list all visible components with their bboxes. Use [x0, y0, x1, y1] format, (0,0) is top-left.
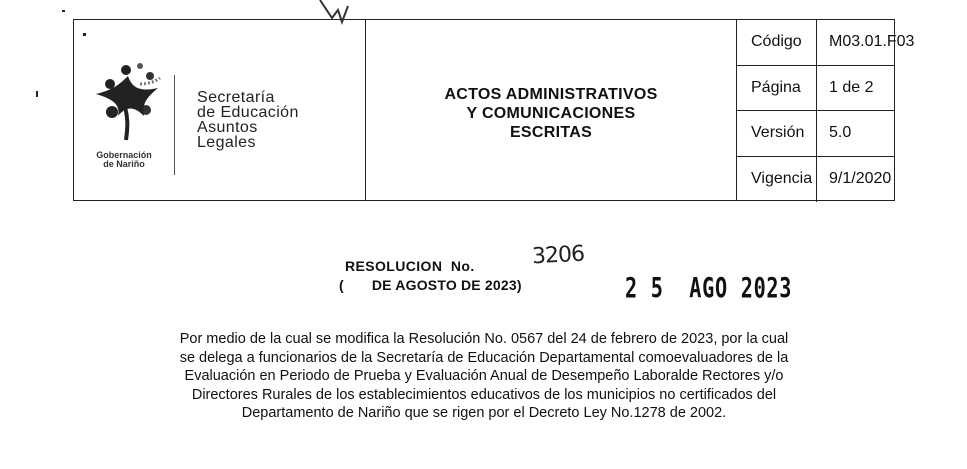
- gobernacion-narino-star-logo-icon: [88, 54, 178, 144]
- resolution-label: RESOLUCION No.: [345, 258, 475, 274]
- logo-caption-line-2: de Nariño: [103, 159, 145, 169]
- meta-value-codigo: M03.01.F03: [829, 33, 915, 51]
- document-title: [444, 85, 657, 142]
- summary-line-3: Evaluación en Periodo de Prueba y Evaluación Anual de Desempeño Laboralde Rectores y/o: [184, 368, 784, 384]
- meta-label-version: Versión: [737, 111, 817, 156]
- department-line-2: de Educación: [197, 104, 299, 121]
- meta-label-vigencia: Vigencia: [737, 157, 817, 203]
- scan-mark-top: [62, 10, 65, 12]
- meta-row-pagina: [737, 66, 894, 112]
- meta-value-vigencia: 9/1/2020: [829, 170, 892, 188]
- meta-label-codigo: Código: [737, 20, 817, 65]
- summary-line-2: se delega a funcionarios de la Secretaría de Educación Departamental comoevaluadores de la: [179, 349, 789, 366]
- scan-mark-left: [36, 91, 38, 97]
- stamped-date: 2 5 AGO 2023: [625, 271, 793, 304]
- resolution-date-text: DE AGOSTO DE 2023): [371, 277, 522, 293]
- resolution-number-handwritten: 3206: [531, 241, 585, 270]
- summary-line-4: Directores Rurales de los establecimientos educativos de los municipios no certificados del: [191, 386, 777, 403]
- document-title-line-1: ACTOS ADMINISTRATIVOS: [444, 85, 658, 103]
- summary-line-1: Por medio de la cual se modifica la Resolución No. 0567 del 24 de febrero de 2023, por la cual: [179, 331, 789, 347]
- meta-row-codigo: [737, 20, 915, 66]
- logo-divider: [174, 75, 175, 175]
- meta-value-pagina: 1 de 2: [829, 78, 874, 96]
- summary-line-5: Departamento de Nariño que se rigen por el Decreto Ley No.1278 de 2002.: [241, 405, 727, 421]
- scan-dot: [83, 33, 86, 36]
- department-line-1: Secretaría: [197, 89, 275, 106]
- header-table: [73, 19, 915, 201]
- resolution-date-paren: (: [339, 277, 344, 293]
- department-line-4: Legales: [197, 134, 256, 151]
- resolution-date-line: [339, 277, 522, 293]
- logo-caption: [84, 151, 164, 169]
- logo-caption-line-1: Gobernación: [96, 150, 152, 160]
- department-name: [197, 90, 299, 150]
- resolution-summary: [103, 330, 865, 423]
- logo-cell: [74, 20, 366, 200]
- title-cell: [366, 20, 737, 200]
- document-title-line-3: ESCRITAS: [509, 123, 593, 141]
- department-line-3: Asuntos: [197, 119, 258, 136]
- meta-value-version: 5.0: [829, 124, 852, 142]
- document-title-line-2: Y COMUNICACIONES: [466, 104, 636, 122]
- meta-row-vigencia: [737, 157, 894, 203]
- meta-cell: [737, 20, 915, 200]
- meta-label-pagina: Página: [737, 66, 817, 111]
- meta-row-version: [737, 111, 894, 157]
